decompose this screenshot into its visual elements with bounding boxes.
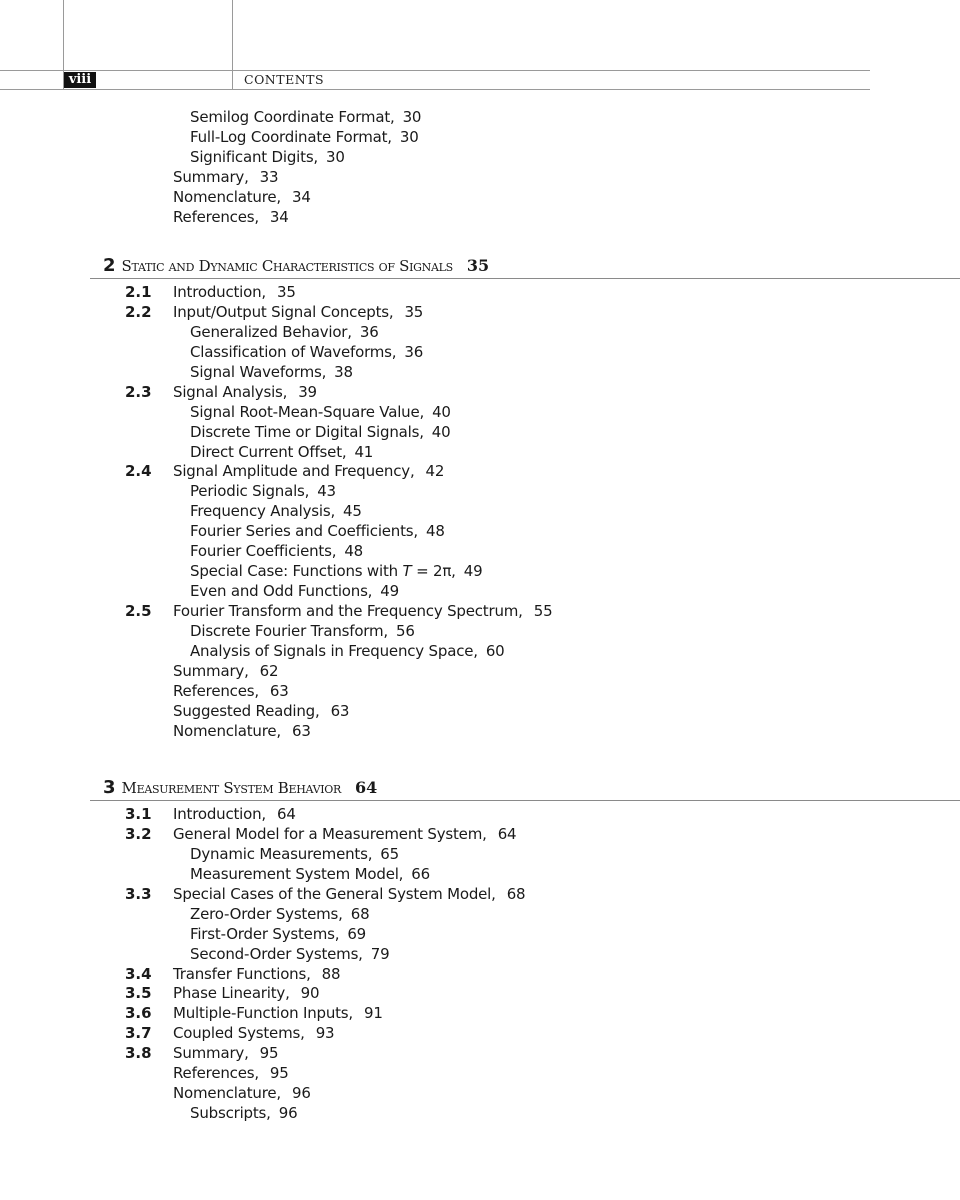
entry-title: Significant Digits, [190, 147, 318, 166]
entry-title: Semilog Coordinate Format, [190, 108, 395, 126]
entry-title: Summary, [173, 167, 249, 186]
entry-page: 39 [298, 382, 317, 401]
entry-title: References, [173, 681, 259, 700]
toc-entry [173, 1023, 334, 1043]
toc-entry [173, 983, 319, 1003]
math-variable: T [402, 562, 412, 581]
entry-title: Dynamic Measurements, [190, 844, 373, 863]
entry-title: Nomenclature, [173, 1084, 281, 1103]
entry-page: 30 [399, 127, 419, 146]
chapter-number: 2 [103, 255, 116, 276]
section-number: 3.8 [125, 1044, 152, 1063]
toc-subentry [190, 924, 366, 944]
entry-page: 36 [359, 322, 379, 341]
chapter-page: 64 [355, 778, 378, 797]
entry-title: Even and Odd Functions, [190, 582, 373, 601]
entry-title: Nomenclature, [173, 187, 281, 206]
toc-subentry [190, 521, 445, 541]
entry-title: Frequency Analysis, [190, 502, 336, 521]
entry-title: Signal Root-Mean-Square Value, [190, 402, 425, 421]
entry-page: 45 [343, 502, 362, 521]
entry-page: 65 [380, 844, 399, 863]
chapter-number: 3 [103, 777, 116, 798]
entry-title: Fourier Series and Coefficients, [190, 522, 418, 541]
entry-page: 40 [432, 402, 451, 421]
entry-title: References, [173, 207, 259, 226]
entry-title: Phase Linearity, [173, 984, 290, 1003]
entry-page: 43 [317, 482, 336, 501]
toc-entry [173, 1043, 278, 1063]
entry-title: Summary, [173, 1044, 249, 1063]
entry-title: Input/Output Signal Concepts, [173, 302, 394, 321]
entry-title: Second-Order Systems, [190, 944, 363, 963]
entry-title: Analysis of Signals in Frequency Space, [190, 641, 478, 660]
entry-title: Coupled Systems, [173, 1024, 305, 1043]
entry-page: 64 [497, 824, 517, 843]
toc-entry [173, 167, 278, 187]
toc-subentry [190, 641, 505, 661]
chapter-title: Measurement System Behavior [121, 779, 342, 797]
entry-title: Signal Analysis, [173, 382, 288, 401]
toc-entry [173, 382, 317, 402]
chapter-rule [90, 278, 960, 279]
section-number: 3.5 [125, 984, 152, 1003]
entry-page: 48 [425, 522, 445, 541]
toc-subentry [190, 581, 399, 601]
entry-title: Multiple-Function Inputs, [173, 1004, 353, 1023]
chapter-title: Static and Dynamic Characteristics of Signals [121, 257, 453, 275]
section-number: 2.3 [125, 382, 152, 401]
toc-entry [173, 1083, 311, 1103]
toc-subentry [190, 481, 336, 501]
entry-title: Signal Amplitude and Frequency, [173, 462, 415, 481]
entry-page: 68 [506, 884, 526, 903]
entry-title: Zero-Order Systems, [190, 904, 343, 923]
entry-page: 96 [291, 1084, 311, 1103]
entry-page: 36 [404, 342, 424, 361]
entry-page: 96 [278, 1104, 298, 1123]
entry-page: 90 [300, 984, 320, 1003]
section-number: 3.2 [125, 824, 152, 843]
toc-entry [173, 1003, 383, 1023]
section-number: 3.7 [125, 1024, 152, 1043]
section-number: 2.2 [125, 302, 152, 321]
toc-entry [173, 601, 552, 621]
toc-subentry [190, 864, 430, 884]
entry-page: 62 [259, 661, 279, 680]
entry-title: Full-Log Coordinate Format, [190, 127, 392, 146]
toc-entry [173, 964, 340, 984]
toc-subentry [190, 1103, 297, 1123]
entry-page: 48 [344, 542, 363, 561]
toc-subentry [190, 621, 415, 641]
entry-page: 79 [370, 944, 390, 963]
entry-title: Discrete Fourier Transform, [190, 621, 388, 640]
toc-subentry [190, 904, 369, 924]
entry-page: 30 [402, 108, 422, 126]
toc-subentry [190, 147, 345, 167]
running-head: CONTENTS [244, 72, 325, 87]
toc-subentry [190, 541, 363, 561]
entry-page: 38 [334, 362, 353, 381]
entry-title: Nomenclature, [173, 721, 281, 740]
entry-title: Discrete Time or Digital Signals, [190, 422, 424, 441]
entry-page: 95 [259, 1044, 279, 1063]
entry-title: Summary, [173, 661, 249, 680]
entry-page: 34 [291, 187, 311, 206]
section-number: 2.1 [125, 283, 152, 301]
entry-page: 63 [330, 701, 350, 720]
toc-subentry [190, 362, 353, 382]
entry-page: 35 [277, 283, 296, 301]
toc-subentry [190, 501, 362, 521]
entry-title: Measurement System Model, [190, 864, 404, 883]
entry-page: 40 [431, 422, 451, 441]
entry-page: 30 [326, 147, 345, 166]
entry-page: 49 [380, 582, 399, 601]
section-number: 2.5 [125, 602, 152, 621]
entry-title: Classification of Waveforms, [190, 342, 397, 361]
entry-title: Subscripts, [190, 1104, 271, 1123]
toc-entry [173, 884, 525, 904]
entry-title: Introduction, [173, 805, 267, 823]
toc-subentry [190, 322, 379, 342]
entry-page: 68 [350, 904, 370, 923]
entry-page: 95 [269, 1064, 289, 1083]
entry-title: Fourier Coefficients, [190, 542, 337, 561]
entry-title: Suggested Reading, [173, 701, 320, 720]
entry-title: First-Order Systems, [190, 924, 340, 943]
toc-entry [173, 282, 296, 302]
entry-title: Introduction, [173, 283, 267, 301]
section-number: 3.6 [125, 1004, 152, 1023]
entry-page: 41 [354, 442, 374, 461]
toc-entry [173, 1063, 289, 1083]
entry-page: 35 [404, 302, 424, 321]
toc-entry [173, 187, 311, 207]
chapter-rule [90, 800, 960, 801]
entry-page: 60 [485, 641, 505, 660]
section-number: 2.4 [125, 462, 152, 481]
toc-subentry [190, 844, 399, 864]
toc-subentry [190, 944, 389, 964]
toc-subentry [190, 127, 419, 147]
toc-subentry [190, 402, 451, 422]
toc-entry [173, 661, 278, 681]
entry-title: General Model for a Measurement System, [173, 824, 487, 843]
header-rule-top [0, 70, 870, 71]
entry-page: 88 [321, 964, 341, 983]
toc-entry [173, 721, 311, 741]
entry-page: 63 [291, 721, 311, 740]
entry-title: Special Case: Functions with T = 2π, [190, 562, 456, 581]
toc-entry [173, 207, 289, 227]
entry-page: 56 [395, 621, 415, 640]
page-number: viii [64, 72, 96, 88]
entry-title: Transfer Functions, [173, 964, 311, 983]
entry-page: 91 [364, 1004, 383, 1023]
entry-page: 93 [315, 1024, 335, 1043]
entry-title: Periodic Signals, [190, 482, 310, 501]
toc-subentry [190, 422, 450, 442]
chapter-heading [103, 255, 489, 277]
entry-page: 64 [277, 805, 296, 823]
entry-page: 63 [269, 681, 289, 700]
entry-title: Generalized Behavior, [190, 322, 352, 341]
entry-page: 33 [259, 167, 279, 186]
toc-entry [173, 681, 289, 701]
entry-page: 66 [411, 864, 430, 883]
section-number: 3.3 [125, 884, 152, 903]
entry-page: 69 [347, 924, 366, 943]
chapter-heading [103, 777, 377, 799]
toc-entry [173, 824, 516, 844]
toc-subentry [190, 342, 423, 362]
section-number: 3.1 [125, 805, 152, 823]
margin-rule-inner [232, 0, 233, 90]
entry-title: Direct Current Offset, [190, 442, 347, 461]
section-number: 3.4 [125, 964, 152, 983]
toc-entry [173, 302, 423, 322]
entry-title: Fourier Transform and the Frequency Spectrum, [173, 602, 523, 621]
entry-page: 49 [463, 562, 483, 581]
entry-page: 42 [425, 462, 445, 481]
toc-entry [173, 804, 296, 824]
entry-title: Signal Waveforms, [190, 362, 327, 381]
toc-subentry [190, 561, 482, 581]
entry-page: 55 [533, 602, 553, 621]
toc-subentry [190, 442, 373, 462]
header-rule-bottom [0, 89, 870, 90]
chapter-page: 35 [466, 256, 490, 275]
toc-entry [173, 701, 349, 721]
entry-title: References, [173, 1064, 259, 1083]
toc-entry [173, 461, 444, 481]
entry-page: 34 [269, 207, 289, 226]
entry-title: Special Cases of the General System Model, [173, 884, 496, 903]
toc-subentry [190, 107, 421, 127]
